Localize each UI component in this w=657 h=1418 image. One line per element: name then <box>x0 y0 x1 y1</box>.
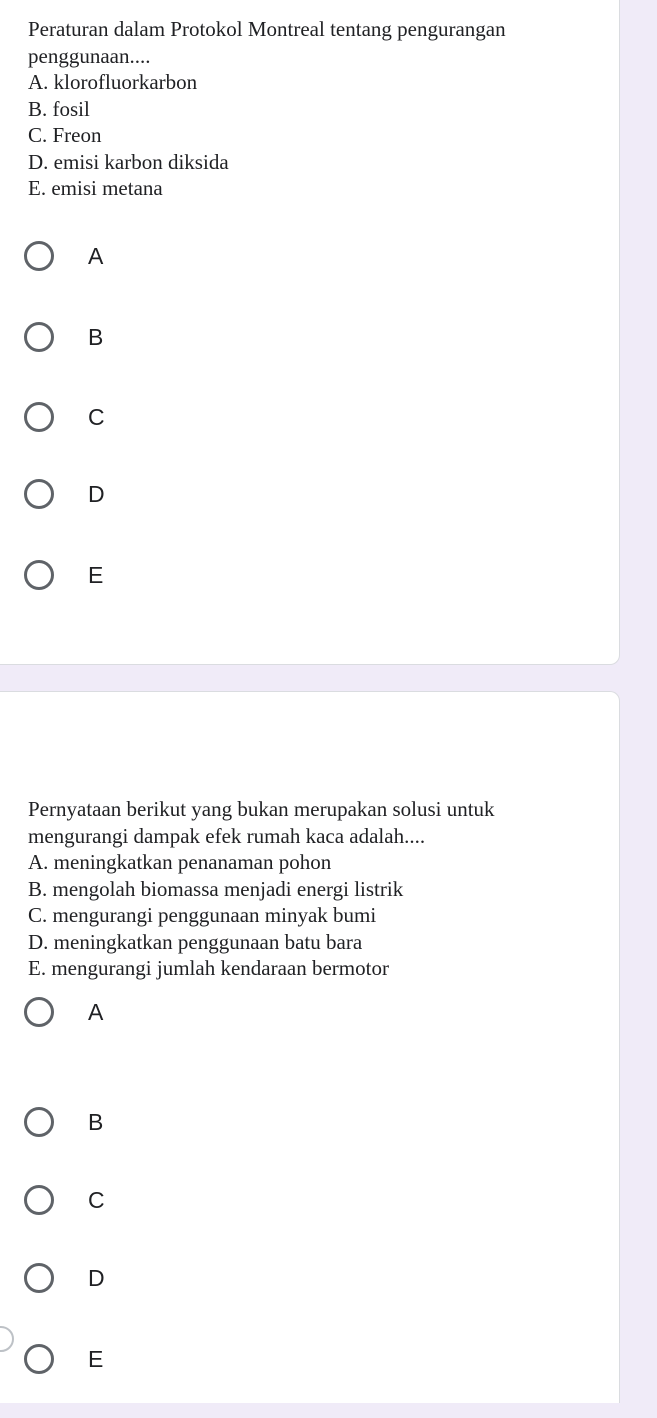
option-d[interactable] <box>24 474 105 514</box>
option-b[interactable] <box>24 1102 103 1142</box>
option-label: D <box>88 1264 105 1291</box>
option-c[interactable] <box>24 397 105 437</box>
option-label: A <box>88 242 104 269</box>
question-card-2 <box>0 691 620 1403</box>
option-e[interactable] <box>24 1339 103 1379</box>
question-line: E. mengurangi jumlah kendaraan bermotor <box>28 956 389 980</box>
radio-button-icon[interactable] <box>24 402 54 432</box>
question-text-2 <box>28 796 598 982</box>
option-label: B <box>88 1108 104 1135</box>
option-label: A <box>88 998 104 1025</box>
radio-button-icon[interactable] <box>24 997 54 1027</box>
radio-button-icon[interactable] <box>24 1344 54 1374</box>
radio-button-icon[interactable] <box>24 1185 54 1215</box>
option-label: C <box>88 1186 105 1213</box>
question-line: A. meningkatkan penanaman pohon <box>28 850 332 874</box>
question-text-1 <box>28 16 598 202</box>
radio-button-icon[interactable] <box>24 560 54 590</box>
question-line: A. klorofluorkarbon <box>28 70 198 94</box>
question-line: Pernyataan berikut yang bukan merupakan solusi untuk <box>28 797 495 821</box>
option-c[interactable] <box>24 1180 105 1220</box>
option-label: C <box>88 403 105 430</box>
question-line: D. emisi karbon diksida <box>28 149 229 174</box>
option-e[interactable] <box>24 555 103 595</box>
radio-button-icon[interactable] <box>24 241 54 271</box>
option-a[interactable] <box>24 236 103 276</box>
question-line: mengurangi dampak efek rumah kaca adalah.... <box>28 823 426 848</box>
question-line: D. meningkatkan penggunaan batu bara <box>28 929 363 954</box>
question-line: C. mengurangi penggunaan minyak bumi <box>28 903 377 927</box>
question-line: Peraturan dalam Protokol Montreal tentang pengurangan <box>28 17 506 41</box>
option-label: E <box>88 1345 104 1372</box>
question-line: C. Freon <box>28 123 102 147</box>
question-line: B. fosil <box>28 96 90 121</box>
option-d[interactable] <box>24 1258 105 1298</box>
radio-button-icon[interactable] <box>24 479 54 509</box>
question-line: penggunaan.... <box>28 43 151 68</box>
question-line: B. mengolah biomassa menjadi energi listrik <box>28 876 404 901</box>
radio-button-icon[interactable] <box>24 322 54 352</box>
question-card-1 <box>0 0 620 665</box>
option-a[interactable] <box>24 992 103 1032</box>
radio-button-icon[interactable] <box>24 1263 54 1293</box>
option-label: B <box>88 323 104 350</box>
question-line: E. emisi metana <box>28 176 163 200</box>
option-b[interactable] <box>24 317 103 357</box>
option-label: D <box>88 480 105 507</box>
option-label: E <box>88 561 104 588</box>
radio-button-icon[interactable] <box>24 1107 54 1137</box>
